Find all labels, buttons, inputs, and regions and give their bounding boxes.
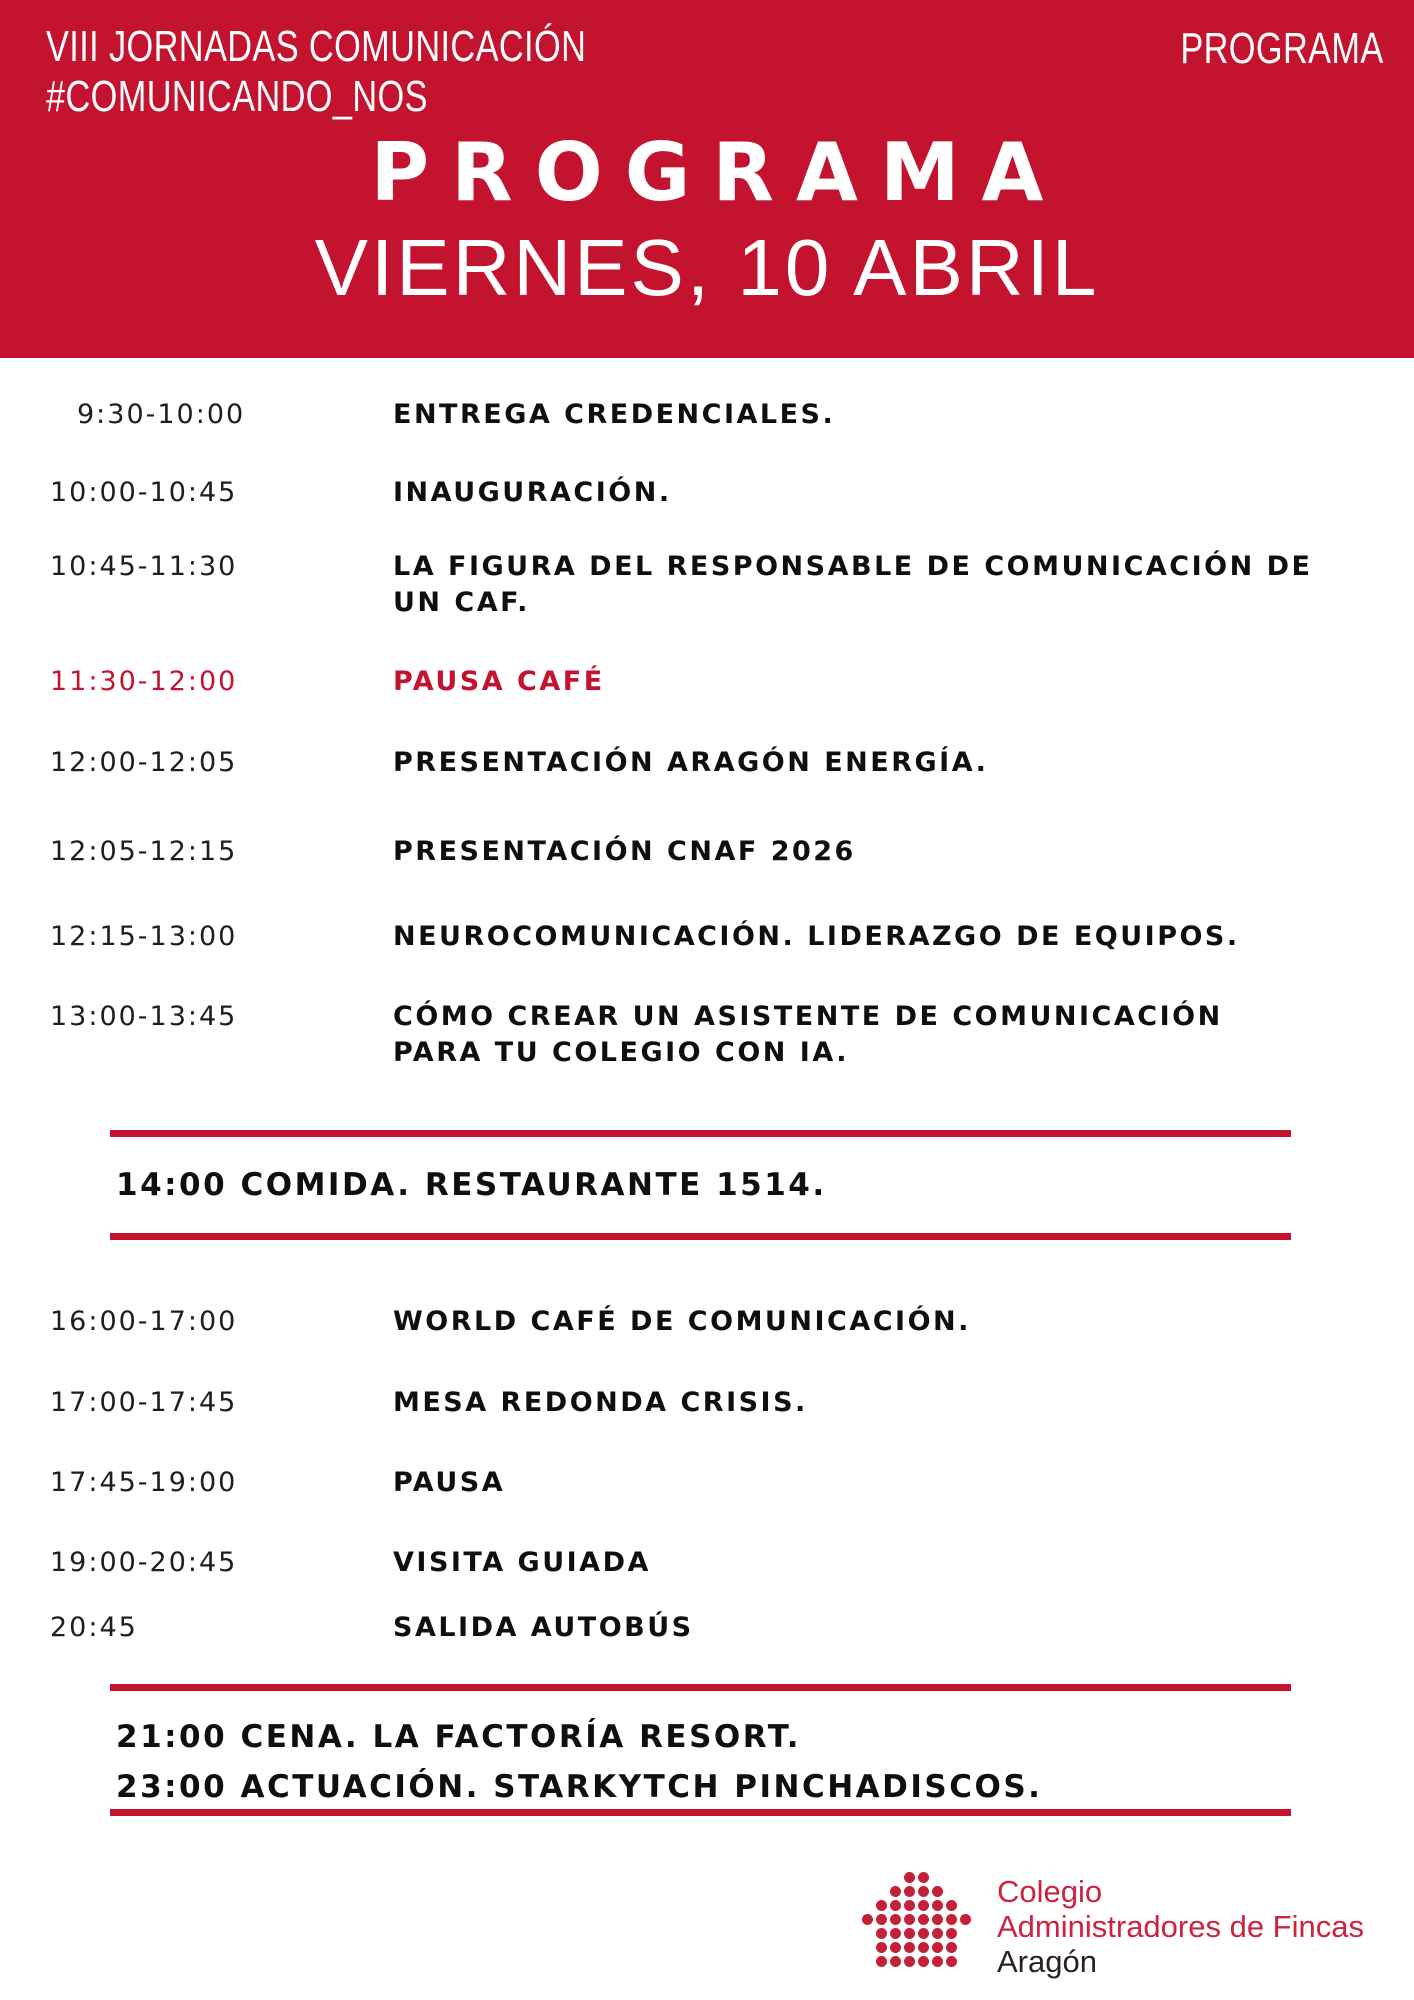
schedule-time: 12:05-12:15 bbox=[50, 836, 238, 867]
event-hashtag: #COMUNICANDO_NOS bbox=[46, 72, 428, 121]
logo-dot bbox=[904, 1956, 915, 1967]
logo-dot bbox=[946, 1914, 957, 1925]
page-title: PROGRAMA bbox=[370, 126, 1066, 219]
logo-dot-row bbox=[862, 1914, 971, 1925]
schedule-title-line: PARA TU COLEGIO CON IA. bbox=[393, 1037, 849, 1068]
logo-dot bbox=[918, 1914, 929, 1925]
logo-dot bbox=[890, 1886, 901, 1897]
schedule-title-line: WORLD CAFÉ DE COMUNICACIÓN. bbox=[393, 1306, 971, 1337]
divider-top-lunch bbox=[110, 1130, 1291, 1137]
schedule-title-line: NEUROCOMUNICACIÓN. LIDERAZGO DE EQUIPOS. bbox=[393, 921, 1240, 952]
logo-dot bbox=[932, 1900, 943, 1911]
logo-dot bbox=[918, 1900, 929, 1911]
logo-dot bbox=[946, 1900, 957, 1911]
schedule-time: 10:45-11:30 bbox=[50, 551, 238, 582]
schedule-title bbox=[393, 999, 1383, 1071]
schedule-title bbox=[393, 1465, 1383, 1501]
logo-text-block bbox=[997, 1874, 1364, 1979]
logo-dot bbox=[946, 1942, 957, 1953]
logo-dot bbox=[904, 1928, 915, 1939]
logo-dot bbox=[904, 1942, 915, 1953]
logo-text-colegio: Colegio bbox=[997, 1874, 1103, 1909]
divider-bottom-dinner bbox=[110, 1809, 1291, 1816]
logo-text-aragon: Aragón bbox=[997, 1944, 1097, 1979]
logo-dot bbox=[932, 1942, 943, 1953]
logo-dot bbox=[918, 1928, 929, 1939]
logo-dot bbox=[960, 1914, 971, 1925]
schedule-title bbox=[393, 549, 1383, 621]
logo-text-administradores: Administradores de Fincas bbox=[997, 1909, 1364, 1944]
schedule-title-line: SALIDA AUTOBÚS bbox=[393, 1612, 694, 1643]
logo-dot bbox=[904, 1872, 915, 1883]
logo-dot-row bbox=[904, 1872, 929, 1883]
divider-top-dinner bbox=[110, 1684, 1291, 1691]
logo-dot bbox=[904, 1900, 915, 1911]
logo-dot-row bbox=[876, 1928, 957, 1939]
schedule-title-line: PRESENTACIÓN ARAGÓN ENERGÍA. bbox=[393, 747, 989, 778]
schedule-title-line: ENTREGA CREDENCIALES. bbox=[393, 399, 836, 430]
logo-dot bbox=[946, 1928, 957, 1939]
logo-dot bbox=[890, 1942, 901, 1953]
schedule-title bbox=[393, 1385, 1383, 1421]
logo-dot bbox=[918, 1942, 929, 1953]
logo-dot bbox=[932, 1914, 943, 1925]
schedule-title bbox=[393, 1610, 1383, 1646]
page-subtitle: VIERNES, 10 ABRIL bbox=[314, 223, 1100, 312]
schedule-title-line: MESA REDONDA CRISIS. bbox=[393, 1387, 808, 1418]
schedule-title bbox=[393, 475, 1383, 511]
schedule-time: 19:00-20:45 bbox=[50, 1547, 238, 1578]
schedule-title bbox=[393, 834, 1383, 870]
logo-dot bbox=[904, 1914, 915, 1925]
logo-dot bbox=[890, 1956, 901, 1967]
schedule-title-line: PAUSA CAFÉ bbox=[393, 666, 605, 697]
schedule-time: 17:45-19:00 bbox=[50, 1467, 238, 1498]
dinner-banner-line2: 23:00 ACTUACIÓN. STARKYTCH PINCHADISCOS. bbox=[116, 1769, 1043, 1805]
schedule-title bbox=[393, 1545, 1383, 1581]
schedule-title-line: UN CAF. bbox=[393, 587, 530, 618]
corner-label: PROGRAMA bbox=[1180, 24, 1384, 73]
schedule-time: 16:00-17:00 bbox=[50, 1306, 238, 1337]
schedule-title bbox=[393, 745, 1383, 781]
logo-dot bbox=[890, 1928, 901, 1939]
dinner-banner-line1: 21:00 CENA. LA FACTORÍA RESORT. bbox=[116, 1719, 801, 1755]
logo-dot bbox=[876, 1900, 887, 1911]
logo-dot-row bbox=[876, 1942, 957, 1953]
logo-dot-row bbox=[890, 1886, 943, 1897]
schedule-time: 12:00-12:05 bbox=[50, 747, 238, 778]
schedule-time: 11:30-12:00 bbox=[50, 666, 238, 697]
schedule-title-line: CÓMO CREAR UN ASISTENTE DE COMUNICACIÓN bbox=[393, 1001, 1223, 1032]
schedule-title bbox=[393, 1304, 1383, 1340]
logo-dot bbox=[904, 1886, 915, 1897]
logo-dot bbox=[946, 1956, 957, 1967]
lunch-banner: 14:00 COMIDA. RESTAURANTE 1514. bbox=[116, 1167, 827, 1203]
schedule-title bbox=[393, 397, 1383, 433]
schedule-title bbox=[393, 664, 1383, 700]
logo-dot bbox=[918, 1872, 929, 1883]
logo-house-dots-icon bbox=[862, 1872, 971, 1967]
schedule-time: 20:45 bbox=[50, 1612, 138, 1643]
schedule-time: 13:00-13:45 bbox=[50, 1001, 238, 1032]
schedule-title-line: PRESENTACIÓN CNAF 2026 bbox=[393, 836, 856, 867]
logo-dot bbox=[918, 1956, 929, 1967]
logo-dot-row bbox=[876, 1900, 957, 1911]
schedule-time: 17:00-17:45 bbox=[50, 1387, 238, 1418]
logo-dot bbox=[876, 1928, 887, 1939]
logo-dot bbox=[932, 1956, 943, 1967]
dinner-banner bbox=[116, 1712, 1042, 1812]
logo-dot bbox=[876, 1942, 887, 1953]
schedule-title-line: LA FIGURA DEL RESPONSABLE DE COMUNICACIÓN DE bbox=[393, 551, 1313, 582]
logo-dot bbox=[890, 1900, 901, 1911]
logo-dot-row bbox=[876, 1956, 957, 1967]
schedule-title-line: VISITA GUIADA bbox=[393, 1547, 651, 1578]
schedule-time: 10:00-10:45 bbox=[50, 477, 238, 508]
logo-dot bbox=[918, 1886, 929, 1897]
schedule-time: 12:15-13:00 bbox=[50, 921, 238, 952]
event-name: VIII JORNADAS COMUNICACIÓN bbox=[46, 22, 587, 71]
schedule-title bbox=[393, 919, 1383, 955]
schedule-title-line: PAUSA bbox=[393, 1467, 506, 1498]
divider-bottom-lunch bbox=[110, 1233, 1291, 1240]
schedule-title-line: INAUGURACIÓN. bbox=[393, 477, 672, 508]
logo-dot bbox=[862, 1914, 873, 1925]
logo-dot bbox=[890, 1914, 901, 1925]
logo-dot bbox=[876, 1914, 887, 1925]
logo-dot bbox=[876, 1956, 887, 1967]
logo-dot bbox=[932, 1886, 943, 1897]
schedule-time: 9:30-10:00 bbox=[77, 399, 246, 430]
logo-dot bbox=[932, 1928, 943, 1939]
